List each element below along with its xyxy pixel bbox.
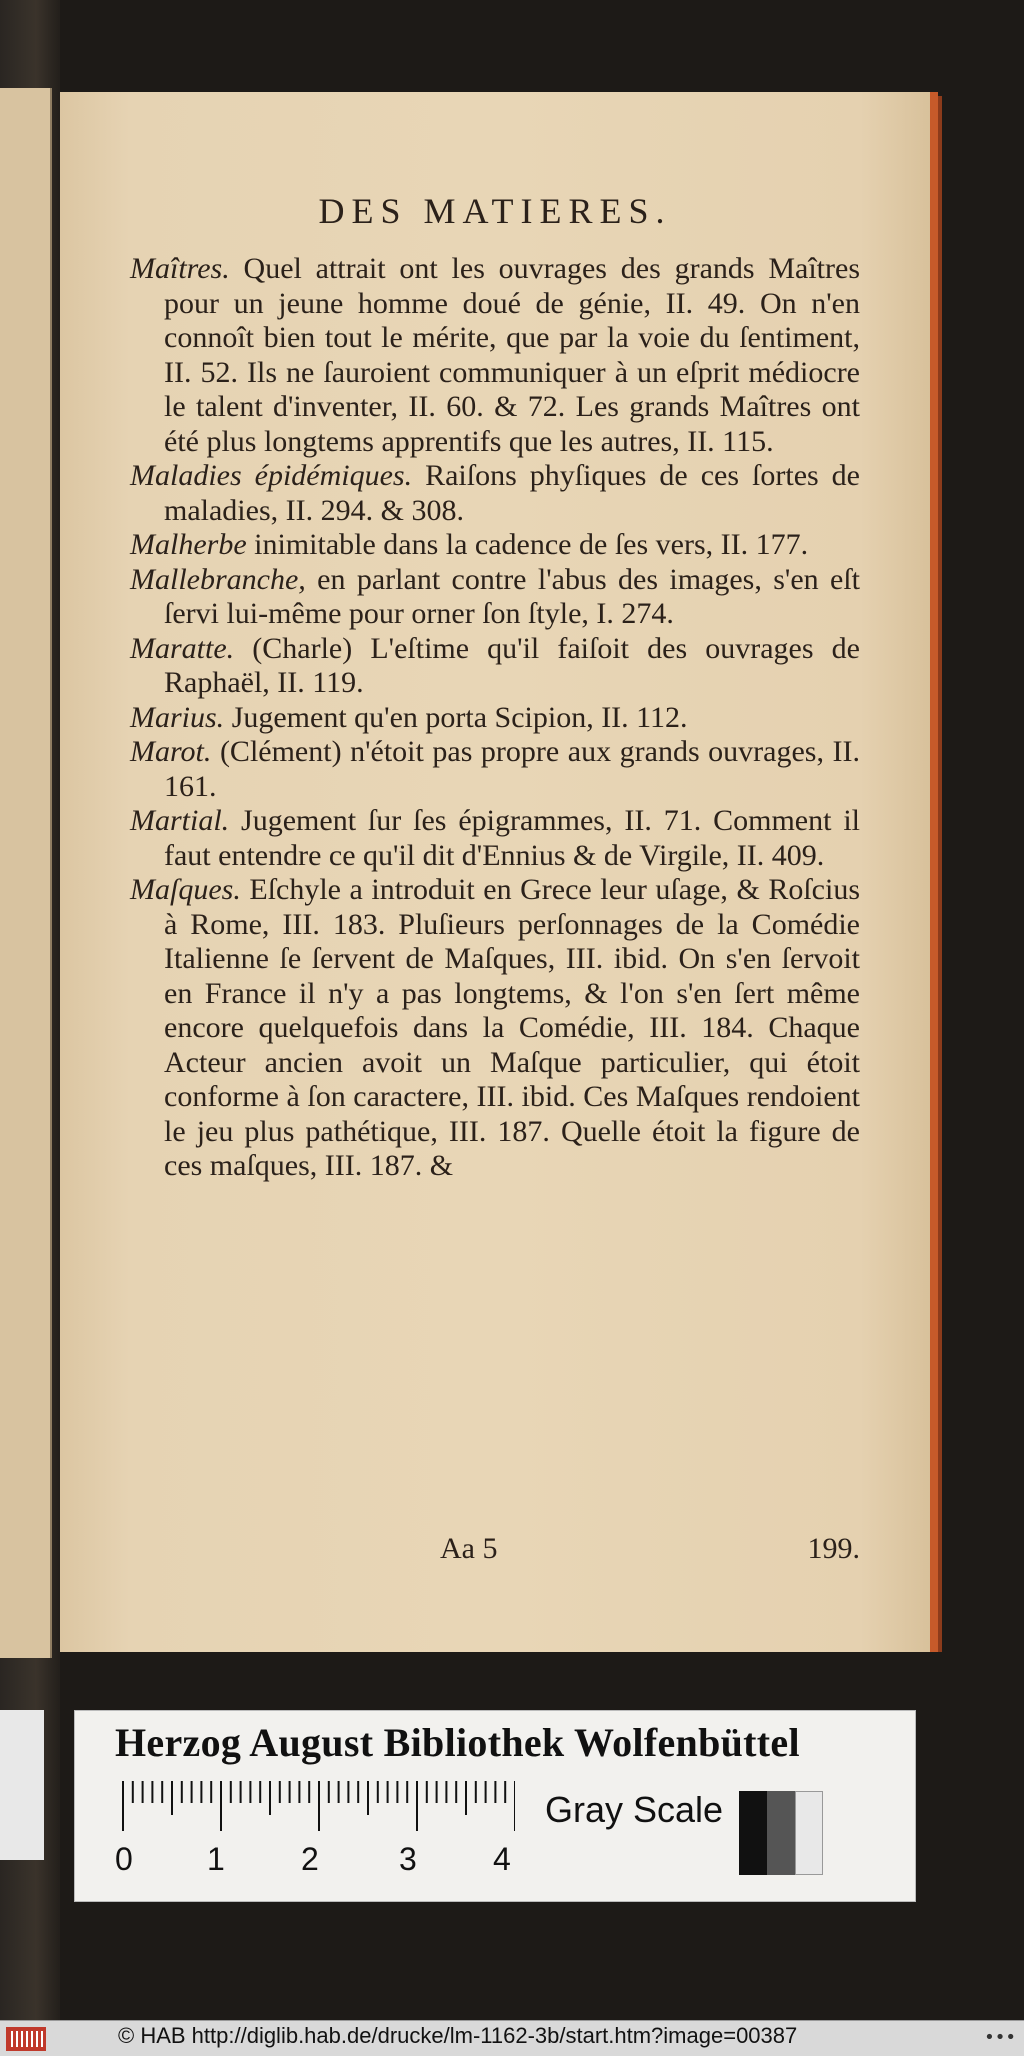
index-entries [130, 252, 860, 1184]
dots-icon[interactable]: ••• [984, 2027, 1016, 2048]
page-header: DES MATIERES. [318, 191, 672, 231]
library-name: Herzog August Bibliothek Wolfenbüttel [115, 1720, 800, 1765]
entry-head: Maſques. [130, 873, 241, 906]
entry-head: Mallebranche, [130, 562, 306, 596]
page-edge-red [938, 96, 942, 1652]
previous-label-edge [0, 1710, 44, 1860]
ruler-scale-icon [115, 1781, 515, 1831]
entry-head: Maladies épidémiques. [130, 459, 413, 492]
previous-page-edge [0, 88, 52, 1658]
index-entry [130, 735, 860, 804]
entry-text: (Clément) n'étoit pas propre aux grands ouvrages, II. 161. [164, 735, 860, 803]
index-entry [130, 252, 860, 459]
hab-logo-icon[interactable] [6, 2027, 46, 2051]
ruler-number: 4 [493, 1841, 511, 1877]
book-page [60, 92, 938, 1652]
viewer-footer [0, 2020, 1024, 2056]
entry-head: Malherbe [130, 528, 247, 561]
entry-text: Eſchyle a introduit en Grece leur uſage, & Roſcius à Rome, III. 183. Pluſieurs perſonnages de la Comédie Italienne ſe ſervent de Maſques, III. ibid. On s'en ſervoit en France il n'y a pas longtems, & l'on s'en ſert même encore quelquefois dans la Comédie, III. 184. Chaque Acteur ancien avoit un Maſque particulier, qui étoit conforme à ſon caractere, III. ibid. Ces Maſques rendoient le jeu plus pathétique, III. 187. Quelle étoit la figure de ces maſques, III. 187. & [164, 873, 860, 1182]
entry-head: Marot. [130, 735, 212, 768]
signature-mark: Aa 5 [440, 1532, 498, 1565]
entry-head: Marius. [130, 700, 225, 734]
index-entry [130, 873, 860, 1184]
index-entry [130, 804, 860, 873]
index-entry [130, 632, 860, 701]
footer-source-link[interactable]: © HAB http://diglib.hab.de/drucke/lm-1162-3b/start.htm?image=00387 [118, 2023, 798, 2048]
gray-scale-label: Gray Scale [545, 1789, 724, 1830]
catchword: 199. [807, 1532, 860, 1565]
entry-text: Jugement ſur ſes épigrammes, II. 71. Comment il faut entendre ce qu'il dit d'Ennius & de Virgile, II. 409. [164, 804, 860, 872]
gray-swatch-mid [767, 1791, 795, 1875]
gray-swatch-white [795, 1791, 823, 1875]
ruler-number: 0 [115, 1841, 133, 1877]
index-entry [130, 528, 860, 563]
index-entry [130, 563, 860, 632]
entry-head: Maîtres. [130, 252, 230, 285]
entry-text: Raiſons phyſiques de ces ſortes de maladies, II. 294. & 308. [164, 459, 860, 527]
entry-text: (Charle) L'eſtime qu'il faiſoit des ouvrages de Raphaël, II. 119. [164, 631, 860, 699]
entry-text: Quel attrait ont les ouvrages des grands Maîtres pour un jeune homme doué de génie, II. 49. On n'en connoît bien tout le mérite, que par la voie du ſentiment, II. 52. Ils ne ſauroient communiquer à un eſprit médiocre le talent d'inventer, II. 60. & 72. Les grands Maîtres ont été plus longtems apprentifs que les autres, II. 115. [164, 252, 860, 458]
library-color-bar [74, 1710, 916, 1902]
ruler-number: 2 [301, 1841, 319, 1877]
ruler-numbers [115, 1841, 535, 1881]
index-entry [130, 459, 860, 528]
index-entry [130, 701, 860, 736]
entry-head: Maratte. [130, 631, 235, 665]
ruler-number: 1 [207, 1841, 225, 1877]
entry-text: Jugement qu'en porta Scipion, II. 112. [224, 700, 688, 734]
entry-head: Martial. [130, 804, 230, 837]
entry-text: inimitable dans la cadence de ſes vers, II. 177. [246, 528, 809, 561]
ruler-number: 3 [399, 1841, 417, 1877]
entry-text: en parlant contre l'abus des images, s'en eſt ſervi lui-même pour orner ſon ſtyle, I. 274. [164, 562, 860, 630]
gray-swatch-black [739, 1791, 767, 1875]
